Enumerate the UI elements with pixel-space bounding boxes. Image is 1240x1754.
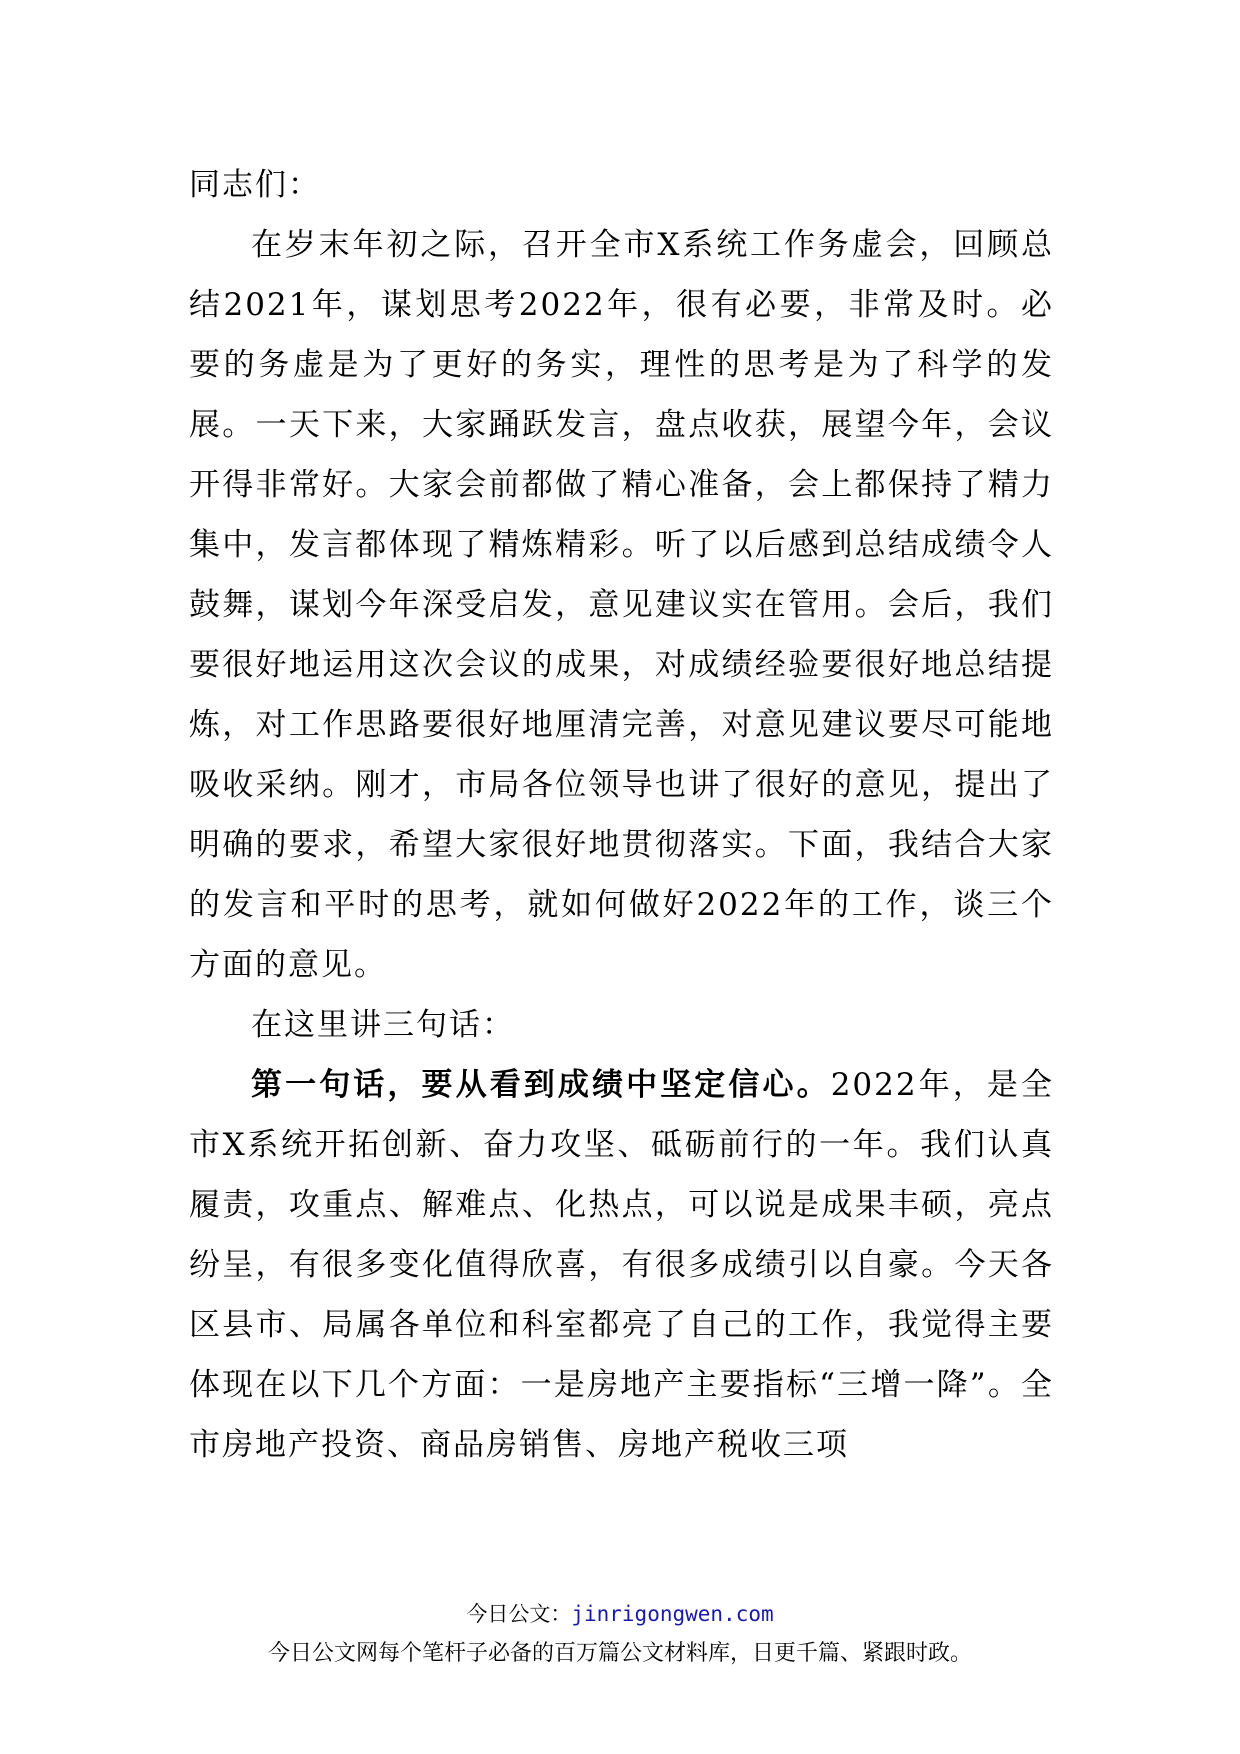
footer-slogan: 今日公文网每个笔杆子必备的百万篇公文材料库，日更千篇、紧跟时政。 xyxy=(267,1641,972,1666)
footer-site-line xyxy=(0,1598,1240,1628)
paragraph-three-points: 在这里讲三句话： xyxy=(251,1007,515,1043)
first-point-heading: 第一句话，要从看到成绩中坚定信心。 xyxy=(251,1067,831,1103)
salutation: 同志们： xyxy=(189,167,321,203)
paragraph-first-point xyxy=(189,1055,1054,1475)
first-point-body: 2022年，是全市X系统开拓创新、奋力攻坚、砥砺前行的一年。我们认真履责，攻重点、解难点、化热点，可以说是成果丰硕，亮点纷呈，有很多变化值得欣喜，有很多成绩引以自豪。今天各区县市、局属各单位和科室都亮了自己的工作，我觉得主要体现在以下几个方面：一是房地产主要指标“三增一降”。全市房地产投资、商品房销售、房地产税收三项 xyxy=(189,1067,1054,1463)
paragraph-opening: 在岁末年初之际，召开全市X系统工作务虚会，回顾总结2021年，谋划思考2022年，很有必要，非常及时。必要的务虚是为了更好的务实，理性的思考是为了科学的发展。一天下来，大家踊跃发言，盘点收获，展望今年，会议开得非常好。大家会前都做了精心准备，会上都保持了精力集中，发言都体现了精炼精彩。听了以后感到总结成绩令人鼓舞，谋划今年深受启发，意见建议实在管用。会后，我们要很好地运用这次会议的成果，对成绩经验要很好地总结提炼，对工作思路要很好地厘清完善，对意见建议要尽可能地吸收采纳。刚才，市局各位领导也讲了很好的意见，提出了明确的要求，希望大家很好地贯彻落实。下面，我结合大家的发言和平时的思考，就如何做好2022年的工作，谈三个方面的意见。 xyxy=(189,227,1054,983)
document-body xyxy=(189,155,1054,1475)
footer-site-url[interactable]: jinrigongwen.com xyxy=(571,1602,774,1626)
footer-site-label: 今日公文： xyxy=(466,1602,572,1626)
